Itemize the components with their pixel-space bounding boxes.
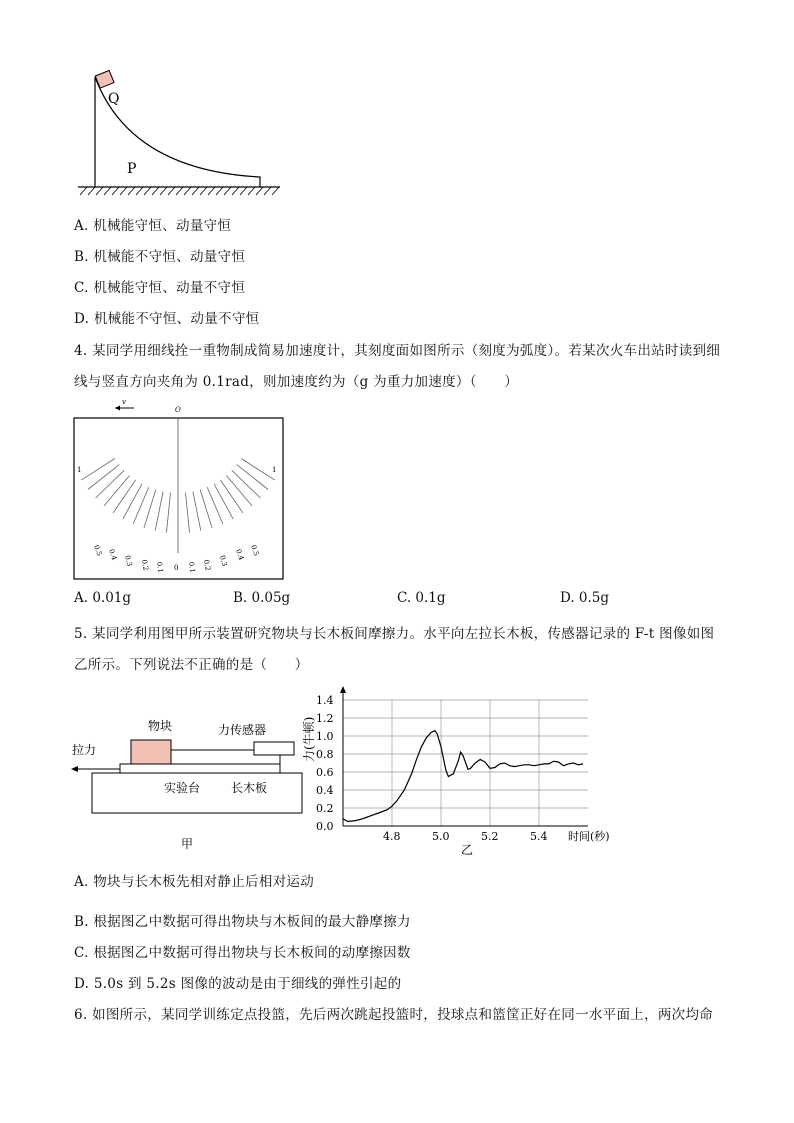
q4-option-b: B. 0.05g (233, 590, 291, 606)
label-Q: Q (108, 91, 120, 107)
y-tick-label: 1.2 (316, 712, 334, 725)
left-end-label: 1 (77, 466, 82, 474)
scale-label-l01: 0.1 (155, 561, 165, 574)
q3-option-b: B. 机械能不守恒、动量守恒 (74, 249, 246, 265)
q5-stem-line2: 乙所示。下列说法不正确的是（ ） (74, 657, 309, 673)
x-tick-label: 4.8 (383, 830, 401, 843)
scale-tick-line (88, 465, 119, 490)
q5-apparatus-figure (68, 712, 308, 852)
q5-option-a: A. 物块与长木板先相对静止后相对运动 (74, 874, 315, 890)
figure-yi-caption: 乙 (461, 843, 474, 857)
y-tick-label: 1.0 (316, 730, 334, 743)
scale-tick-line (144, 490, 156, 528)
q5-stem-line1: 5. 某同学利用图甲所示装置研究物块与长木板间摩擦力。水平向左拉长木板，传感器记录的 F-t 图像如图 (74, 626, 715, 642)
scale-tick-line (113, 480, 136, 513)
scale-label-r05: 0.5 (249, 543, 261, 558)
scale-tick-line (241, 459, 275, 481)
scale-label-l03: 0.3 (123, 554, 134, 568)
origin-label: O (175, 406, 181, 414)
scale-label-l02: 0.2 (140, 558, 150, 572)
scale-tick-line (81, 459, 115, 481)
scale-label-r01: 0.1 (187, 561, 197, 574)
ground-hatch (80, 187, 279, 195)
scale-tick-line (104, 475, 130, 506)
y-axis-arrow (340, 686, 346, 693)
scale-tick-line (200, 490, 212, 528)
q3-option-d: D. 机械能不守恒、动量不守恒 (74, 311, 260, 327)
force-sensor (254, 742, 294, 755)
q5-option-c: C. 根据图乙中数据可得出物块与长木板间的动摩擦因数 (74, 945, 411, 961)
scale-label-r02: 0.2 (202, 558, 212, 572)
sensor-label: 力传感器 (218, 723, 267, 737)
x-tick-label: 5.0 (432, 830, 450, 843)
q6-stem-line1: 6. 如图所示，某同学训练定点投篮，先后两次跳起投篮时，投球点和篮筐正好在同一水平面上，两次均命 (74, 1007, 714, 1023)
scale-tick-line (186, 493, 190, 533)
scale-label-zero: 0 (174, 564, 179, 572)
q4-stem-line1: 4. 某同学用细线拴一重物制成简易加速度计，其刻度面如图所示（刻度为弧度）。若某次火车出站时读到细 (74, 343, 721, 359)
scale-tick-line (133, 487, 149, 524)
table-label: 实验台 (164, 781, 201, 795)
q4-option-d: D. 0.5g (560, 590, 610, 606)
scale-label-l04: 0.4 (107, 548, 119, 562)
q4-accelerometer-figure (70, 398, 290, 583)
friction-block (131, 740, 171, 764)
scale-tick-line (237, 465, 268, 490)
long-board (120, 764, 280, 773)
velocity-arrow-head (115, 406, 120, 411)
scale-tick-line (214, 484, 233, 519)
q5-option-b: B. 根据图乙中数据可得出物块与木板间的最大静摩擦力 (74, 914, 411, 930)
q4-option-c: C. 0.1g (397, 590, 446, 606)
force-time-chart (298, 680, 638, 860)
y-tick-label: 0.8 (316, 748, 334, 761)
pull-arrow-head (71, 766, 78, 772)
y-tick-label: 1.4 (316, 694, 334, 707)
q3-figure (70, 65, 290, 200)
q5-option-d: D. 5.0s 到 5.2s 图像的波动是由于细线的弹性引起的 (74, 976, 402, 992)
x-axis-label: 时间(秒) (568, 830, 610, 843)
scale-tick-line (207, 487, 223, 524)
x-tick-label: 5.4 (530, 830, 548, 843)
label-P: P (127, 161, 137, 177)
scale-tick-line (155, 492, 163, 531)
q3-option-a: A. 机械能守恒、动量守恒 (74, 218, 232, 234)
scale-tick-line (193, 492, 201, 531)
scale-label-l05: 0.5 (92, 543, 104, 558)
q4-stem-line2: 线与竖直方向夹角为 0.1rad，则加速度约为（g 为重力加速度）（ ） (74, 374, 519, 390)
q3-option-c: C. 机械能守恒、动量不守恒 (74, 280, 246, 296)
velocity-label: v (122, 398, 126, 406)
y-tick-label: 0.0 (316, 820, 334, 833)
board-label: 长木板 (231, 781, 268, 795)
scale-frame (74, 418, 283, 579)
scale-tick-line (226, 475, 252, 506)
pull-label: 拉力 (72, 743, 97, 757)
curved-wedge-P (95, 77, 260, 187)
y-tick-label: 0.2 (316, 802, 334, 815)
right-end-label: 1 (272, 466, 277, 474)
scale-tick-line (232, 470, 261, 498)
y-tick-label: 0.4 (316, 784, 334, 797)
scale-label-r04: 0.4 (234, 548, 246, 562)
x-tick-label: 5.2 (481, 830, 499, 843)
block-label: 物块 (148, 719, 173, 733)
q4-option-a: A. 0.01g (74, 590, 132, 606)
scale-tick-line (123, 484, 142, 519)
y-tick-labels (316, 694, 334, 833)
scale-tick-line (96, 470, 125, 498)
figure-jia-caption: 甲 (181, 837, 194, 851)
scale-tick-line (220, 480, 243, 513)
scale-tick-line (167, 493, 171, 533)
y-axis-label: 力(牛顿) (302, 716, 316, 762)
chart-axes (340, 686, 588, 826)
x-tick-labels (383, 830, 548, 843)
y-tick-label: 0.6 (316, 766, 334, 779)
scale-label-r03: 0.3 (218, 554, 229, 568)
